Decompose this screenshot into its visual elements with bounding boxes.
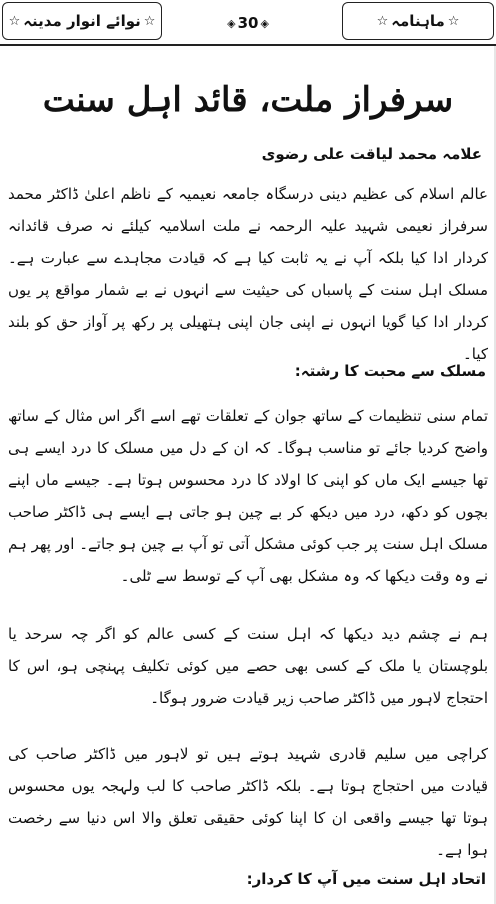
page-number: 30	[237, 14, 259, 32]
star-icon: ☆	[376, 13, 389, 29]
ornament-icon: ◈	[260, 16, 269, 30]
section-heading-2: اتحاد اہل سنت میں آپ کا کردار:	[246, 870, 486, 888]
publication-type-box	[342, 2, 494, 40]
header-divider	[0, 44, 496, 46]
paragraph-1: عالم اسلام کی عظیم دینی درسگاہ جامعہ نعیمیہ کے ناظم اعلیٰ ڈاکٹر محمد سرفراز نعیمی شہید علیہ الرحمہ نے ملت اسلامیہ کیلئے نہ صرف قائدانہ کردار ادا کیا بلکہ آپ نے یہ ثابت کیا ہے کہ قیادت مجاہدے سے عبارت ہے۔ مسلک اہل سنت کے پاسباں کی حیثیت سے انہوں نے بے شمار مواقع پر یوں کردار ادا کیا گویا انہوں نے اپنی جان اپنی ہتھیلی پر رکھ پر آواز حق کو بلند کیا۔	[8, 185, 488, 363]
page-header	[0, 0, 496, 46]
ornament-icon: ◈	[227, 16, 236, 30]
section-heading-1: مسلک سے محبت کا رشتہ:	[294, 362, 486, 380]
star-icon: ☆	[8, 13, 21, 29]
article-author: علامہ محمد لیاقت علی رضوی	[261, 145, 482, 163]
star-icon: ☆	[143, 13, 156, 29]
publication-type: ماہنامہ	[391, 12, 445, 30]
paragraph-3: ہم نے چشم دید دیکھا کہ اہل سنت کے کسی عالم کو اگر چہ سرحد یا بلوچستان یا ملک کے کسی بھی حصے میں کوئی تکلیف پہنچی ہو، اس کا احتجاج لاہور میں ڈاکٹر صاحب زیر قیادت ضرور ہوگا۔	[8, 625, 488, 707]
star-icon: ☆	[447, 13, 460, 29]
paragraph-4: کراچی میں سلیم قادری شہید ہوتے ہیں تو لاہور میں ڈاکٹر صاحب کی قیادت میں احتجاج ہوتا ہے۔ بلکہ ڈاکٹر صاحب کا لب ولہجہ یوں محسوس ہوتا تھا جیسے واقعی ان کا اپنا کوئی حقیقی تعلق والا اس دنیا سے رخصت ہوا ہے۔	[8, 745, 488, 859]
page-number-box	[218, 12, 278, 34]
article-title: سرفراز ملت، قائد اہل سنت	[42, 80, 454, 120]
magazine-name-box	[2, 2, 162, 40]
magazine-name: نوائے انوار مدینہ	[23, 12, 141, 30]
paragraph-2: تمام سنی تنظیمات کے ساتھ جوان کے تعلقات تھے اسے اگر اس مثال کے ساتھ واضح کردیا جائے تو مناسب ہوگا۔ کہ ان کے دل میں مسلک کا درد ایسے ہی تھا جیسے ایک ماں کو اپنی کا اولاد کا درد محسوس ہوتا ہے۔ جیسے ماں اپنے بچوں کو دکھ، درد میں دیکھ کر بے چین ہو جاتی ہے ایسے ہی ڈاکٹر صاحب مسلک اہل سنت پر جب کوئی مشکل آتی تو آپ بے چین ہو جاتے۔ اور پھر ہم نے وہ وقت دیکھا کہ وہ مشکل بھی آپ کے توسط سے ٹلی۔	[8, 407, 488, 585]
